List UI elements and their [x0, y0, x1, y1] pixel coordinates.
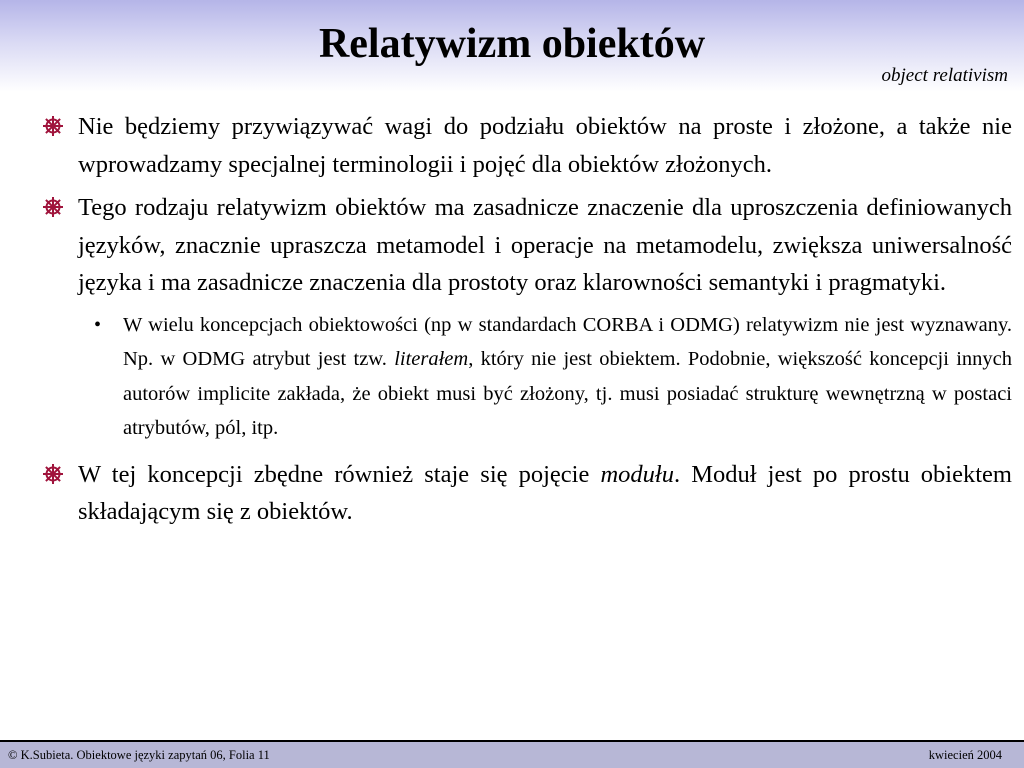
bullet-text: Nie będziemy przywiązywać wagi do podziału obiektów na proste i złożone, a także nie wprowadzamy specjalnej terminologii i pojęć dla obiektów złożonych. [78, 113, 1012, 178]
slide-header [0, 0, 1024, 92]
footer-copyright: © K.Subieta. Obiektowe języki zapytań 06, Folia 11 [8, 748, 270, 762]
sub-bullet-text-end: , który nie jest obiektem. Podobnie, większość koncepcji innych autorów implicite zakłada, że obiekt musi być złożony, tj. musi posiadać strukturę wewnętrzną w postaci atrybutów, pól, itp. [123, 348, 1012, 439]
slide-title: Relatywizm obiektów [318, 21, 706, 67]
wheel-icon [42, 463, 64, 485]
wheel-icon [42, 115, 64, 137]
bullet-item [78, 108, 1012, 183]
wheel-icon [42, 196, 64, 218]
slide-footer [0, 742, 1024, 768]
sub-bullet-item [94, 308, 1012, 446]
slide-subtitle: object relativism [881, 65, 1008, 86]
bullet-dot: • [94, 313, 102, 336]
bullet-item [78, 456, 1012, 531]
bullet-text: Tego rodzaju relatywizm obiektów ma zasadnicze znaczenie dla uproszczenia definiowanych języków, znacznie upraszcza metamodel i operacje na metamodelu, zwiększa uniwersalność języka i ma zasadnicze znaczenia dla prostoty oraz klarowności semantyki i pragmatyki. [78, 194, 1012, 296]
sub-bullet-italic-term: literałem [394, 348, 469, 370]
slide-content [0, 108, 1024, 537]
bullet-italic-term: modułu [600, 460, 674, 488]
footer-date: kwiecień 2004 [928, 748, 1002, 762]
sub-bullet-text-start: W wielu koncepcjach obiektowości (np w standardach CORBA i ODMG) relatywizm nie jest wyznawany. Np. w ODMG atrybut jest tzw. [123, 313, 1012, 370]
bullet-text-end: . Moduł jest po prostu obiektem składającym się z obiektów. [78, 460, 1012, 525]
bullet-text-start: W tej koncepcji zbędne również staje się pojęcie [78, 460, 601, 488]
bullet-item [78, 189, 1012, 302]
